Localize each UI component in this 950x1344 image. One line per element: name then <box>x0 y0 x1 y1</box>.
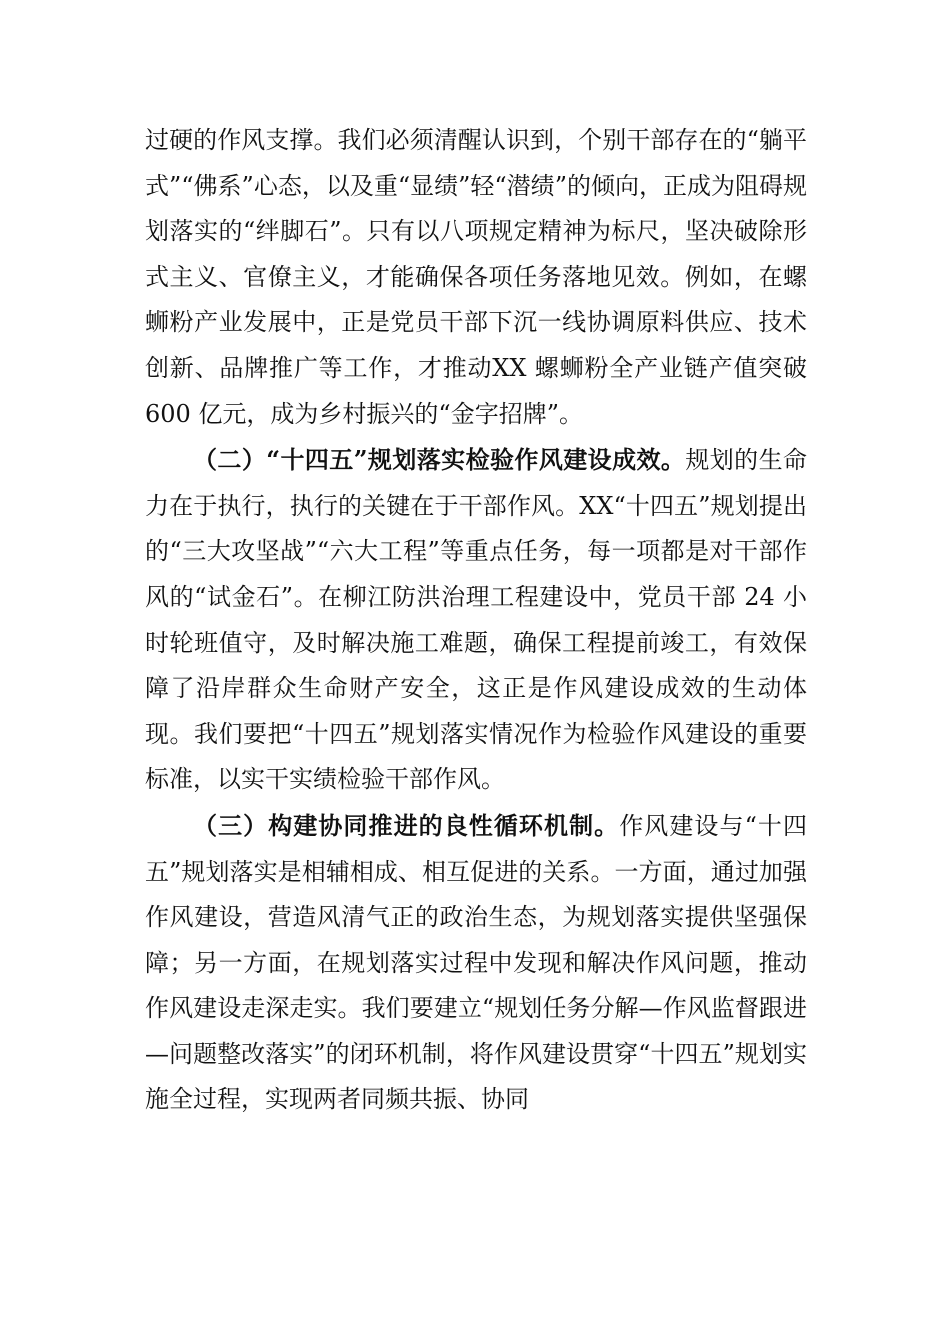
paragraph-3-text: 作风建设与“十四五”规划落实是相辅相成、相互促进的关系。一方面，通过加强作风建设，营造风清气正的政治生态，为规划落实提供坚强保障；另一方面，在规划落实过程中发现和解决作风问题，推动作风建设走深走实。我们要建立“规划任务分解—作风监督跟进—问题整改落实”的闭环机制，将作风建设贯穿“十四五”规划实施全过程，实现两者同频共振、协同 <box>145 811 807 1114</box>
section-heading-2: （二）“十四五”规划落实检验作风建设成效。 <box>193 445 686 475</box>
section-heading-3: （三）构建协同推进的良性循环机制。 <box>193 810 620 840</box>
document-body <box>145 118 807 1123</box>
paragraph-1 <box>145 118 807 437</box>
paragraph-2 <box>145 437 807 803</box>
paragraph-1-text: 过硬的作风支撑。我们必须清醒认识到，个别干部存在的“躺平式”“佛系”心态，以及重“显绩”轻“潜绩”的倾向，正成为阻碍规划落实的“绊脚石”。只有以八项规定精神为标尺，坚决破除形式主义、官僚主义，才能确保各项任务落地见效。例如，在螺蛳粉产业发展中，正是党员干部下沉一线协调原料供应、技术创新、品牌推广等工作，才推动XX 螺蛳粉全产业链产值突破 600 亿元，成为乡村振兴的“金字招牌”。 <box>145 126 807 428</box>
paragraph-2-text: 规划的生命力在于执行，执行的关键在于干部作风。XX“十四五”规划提出的“三大攻坚战”“六大工程”等重点任务，每一项都是对干部作风的“试金石”。在柳江防洪治理工程建设中，党员干部 24 小时轮班值守，及时解决施工难题，确保工程提前竣工，有效保障了沿岸群众生命财产安全，这正是作风建设成效的生动体现。我们要把“十四五”规划落实情况作为检验作风建设的重要标准，以实干实绩检验干部作风。 <box>145 446 808 794</box>
paragraph-3 <box>145 803 807 1123</box>
